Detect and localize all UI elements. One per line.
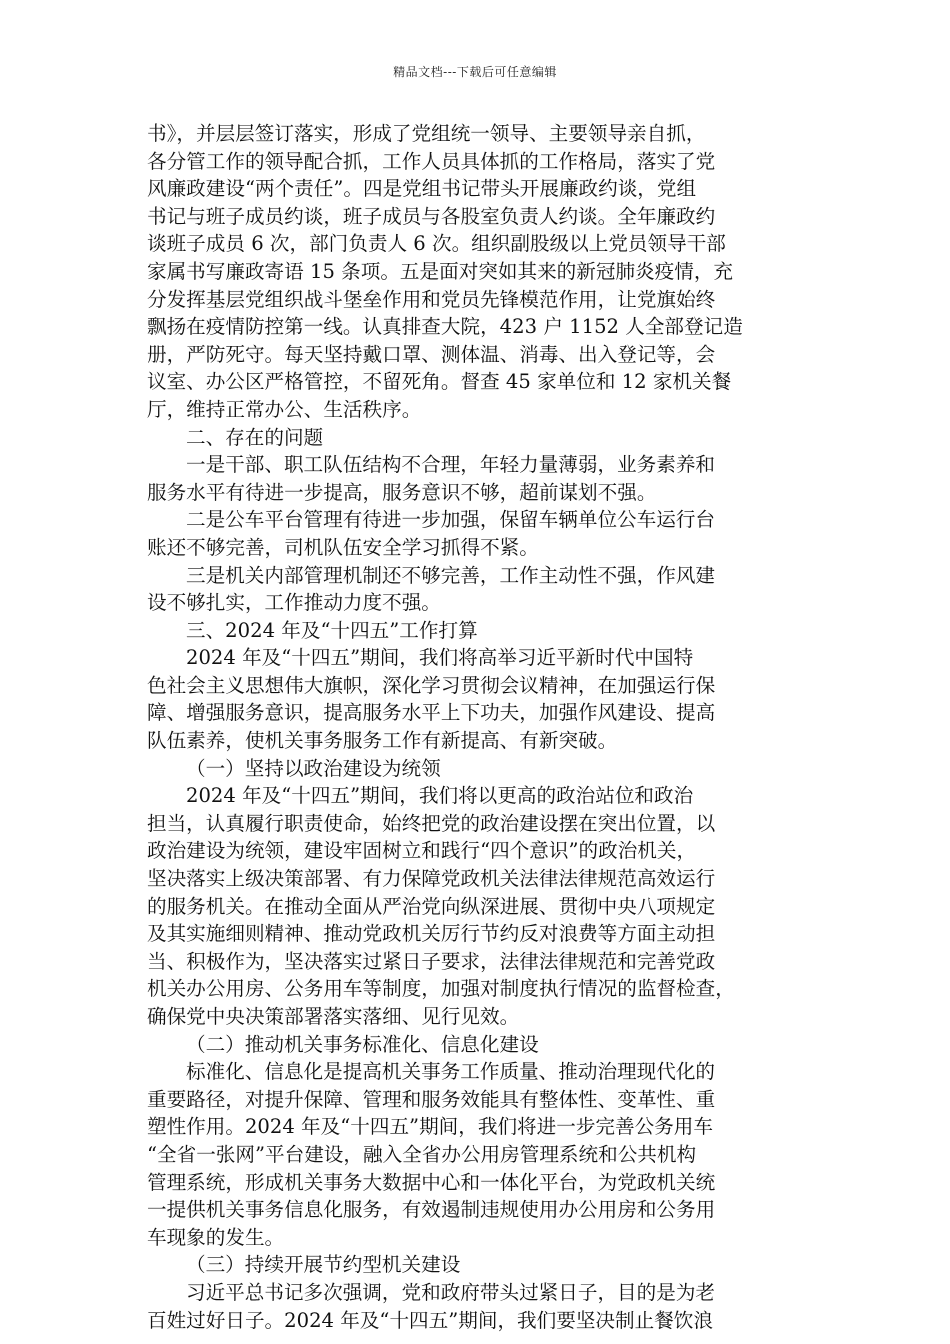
- text-line: 2024 年及“十四五”期间，我们将以更高的政治站位和政治: [186, 784, 694, 808]
- text-line: 各分管工作的领导配合抓，工作人员具体抓的工作格局，落实了党: [147, 149, 716, 173]
- text-line: 服务水平有待进一步提高，服务意识不够，超前谋划不强。: [147, 480, 657, 504]
- text-line: 三、2024 年及“十四五”工作打算: [186, 618, 478, 642]
- text-line: 2024 年及“十四五”期间，我们将高举习近平新时代中国特: [186, 646, 694, 670]
- text-line: 一是干部、职工队伍结构不合理，年轻力量薄弱，业务素养和: [186, 453, 716, 477]
- text-line: 政治建设为统领，建设牢固树立和践行“四个意识”的政治机关，: [147, 839, 697, 863]
- text-line: 习近平总书记多次强调，党和政府带头过紧日子，目的是为老: [186, 1280, 716, 1304]
- text-line: 坚决落实上级决策部署、有力保障党政机关法律法律规范高效运行: [147, 867, 716, 891]
- text-line: 队伍素养，使机关事务服务工作有新提高、有新突破。: [147, 729, 618, 753]
- text-line: 二、存在的问题: [186, 425, 324, 449]
- text-line: 色社会主义思想伟大旗帜，深化学习贯彻会议精神，在加强运行保: [147, 673, 716, 697]
- document-body: [147, 120, 827, 1334]
- text-line: 册，严防死守。每天坚持戴口罩、测体温、消毒、出入登记等，会: [147, 342, 716, 366]
- text-line: 的服务机关。在推动全面从严治党向纵深进展、贯彻中央八项规定: [147, 894, 716, 918]
- text-line: 塑性作用。2024 年及“十四五”期间，我们将进一步完善公务用车: [147, 1115, 713, 1139]
- text-line: （一）坚持以政治建设为统领: [186, 756, 441, 780]
- text-line: 设不够扎实，工作推动力度不强。: [147, 591, 441, 615]
- text-line: 风廉政建设“两个责任”。四是党组书记带头开展廉政约谈，党组: [147, 177, 697, 201]
- text-line: 分发挥基层党组织战斗堡垒作用和党员先锋模范作用，让党旗始终: [147, 287, 716, 311]
- text-line: 机关办公用房、公务用车等制度，加强对制度执行情况的监督检查，: [147, 977, 735, 1001]
- text-line: 车现象的发生。: [147, 1225, 285, 1249]
- text-line: 三是机关内部管理机制还不够完善，工作主动性不强，作风建: [186, 563, 716, 587]
- text-line: 飘扬在疫情防控第一线。认真排查大院，423 户 1152 人全部登记造: [147, 315, 743, 339]
- text-line: （三）持续开展节约型机关建设: [186, 1253, 461, 1277]
- text-line: 确保党中央决策部署落实落细、见行见效。: [147, 1005, 520, 1028]
- text-line: “全省一张网”平台建设，融入全省办公用房管理系统和公共机构: [147, 1142, 697, 1166]
- text-line: 账还不够完善，司机队伍安全学习抓得不紧。: [147, 535, 539, 559]
- text-line: （二）推动机关事务标准化、信息化建设: [186, 1032, 539, 1056]
- text-line: 百姓过好日子。2024 年及“十四五”期间，我们要坚决制止餐饮浪: [147, 1308, 713, 1332]
- text-line: 标准化、信息化是提高机关事务工作质量、推动治理现代化的: [186, 1060, 716, 1084]
- text-line: 管理系统，形成机关事务大数据中心和一体化平台，为党政机关统: [147, 1170, 716, 1194]
- text-line: 书》，并层层签订落实，形成了党组统一领导、主要领导亲自抓，: [147, 122, 706, 145]
- text-line: 担当，认真履行职责使命，始终把党的政治建设摆在突出位置，以: [147, 811, 716, 835]
- text-line: 重要路径，对提升保障、管理和服务效能具有整体性、变革性、重: [147, 1087, 716, 1111]
- text-line: 障、增强服务意识，提高服务水平上下功夫，加强作风建设、提高: [147, 701, 716, 725]
- text-line: 书记与班子成员约谈，班子成员与各股室负责人约谈。全年廉政约: [147, 204, 716, 228]
- text-line: 及其实施细则精神、推动党政机关厉行节约反对浪费等方面主动担: [147, 922, 716, 946]
- text-line: 谈班子成员 6 次，部门负责人 6 次。组织副股级以上党员领导干部: [147, 232, 726, 256]
- text-line: 一提供机关事务信息化服务，有效遏制违规使用办公用房和公务用: [147, 1198, 716, 1222]
- text-line: 议室、办公区严格管控，不留死角。督查 45 家单位和 12 家机关餐: [147, 370, 732, 394]
- text-line: 家属书写廉政寄语 15 条项。五是面对突如其来的新冠肺炎疫情，充: [147, 259, 734, 283]
- text-line: 当、积极作为，坚决落实过紧日子要求，法律法律规范和完善党政: [147, 949, 716, 973]
- text-line: 二是公车平台管理有待进一步加强，保留车辆单位公车运行台: [186, 508, 716, 532]
- text-line: 厅，维持正常办公、生活秩序。: [147, 397, 422, 421]
- page-header: 精品文档---下载后可任意编辑: [393, 65, 557, 79]
